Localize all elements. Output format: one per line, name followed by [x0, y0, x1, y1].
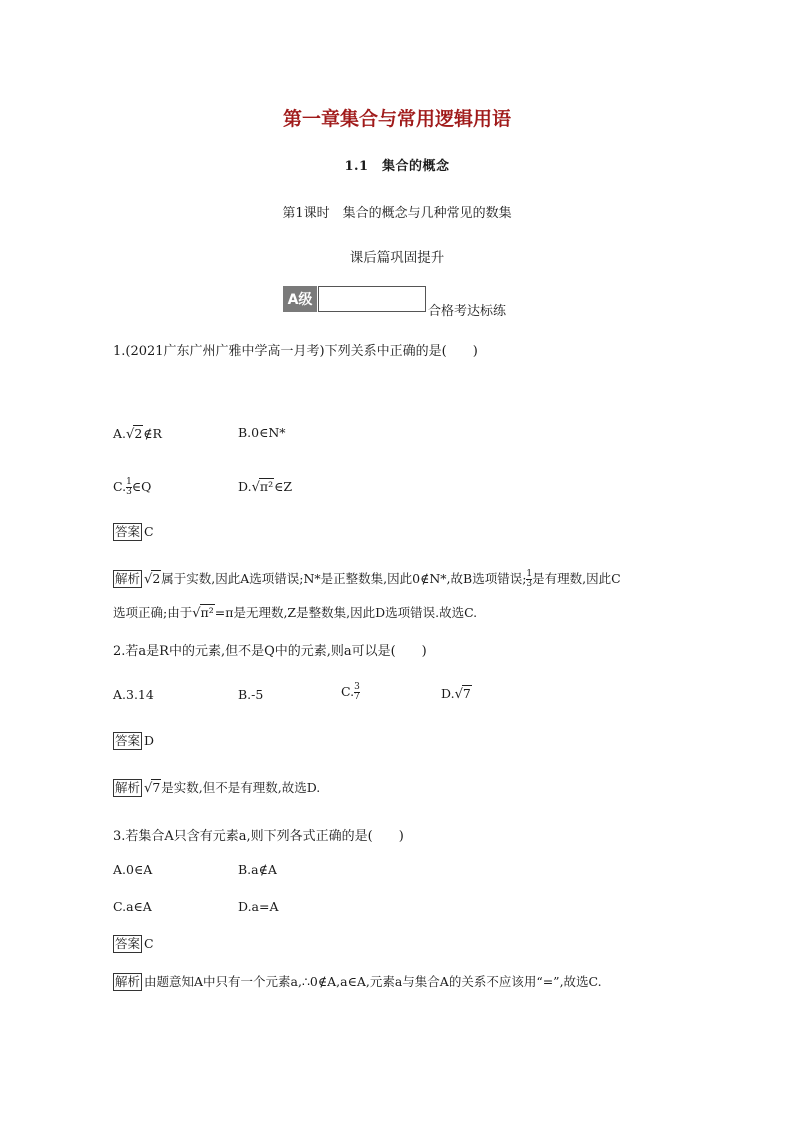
- q1-option-a-radicand: 2: [134, 426, 143, 441]
- q2-option-d-prefix: D.: [441, 686, 455, 701]
- q3-option-d: D.a=A: [238, 899, 279, 914]
- q2-analysis-radicand: 7: [152, 780, 161, 795]
- q1-analysis-line-1: 解析 √2属于实数,因此A选项错误;N*是正整数集,因此0∉N*,故B选项错误; $\frac{1}{3}$ 是有理数,因此C: [115, 569, 621, 589]
- answer-tag: 答案: [115, 936, 141, 951]
- q2-option-c-num: 3: [354, 682, 360, 692]
- q1-option-a: A.√2∉R: [113, 426, 162, 442]
- q1-option-a-rel: ∉R: [143, 426, 162, 441]
- q2-option-a: A.3.14: [113, 687, 154, 702]
- q1-analysis-text-c: 选项正确;由于: [113, 605, 193, 620]
- q1-analysis-num: 1: [526, 569, 533, 579]
- q2-option-c-fraction: [354, 683, 360, 702]
- q1-option-d-rel: ∈Z: [274, 479, 293, 494]
- level-label: 合格考达标练: [428, 304, 507, 319]
- q1-option-c-den: 3: [126, 487, 132, 497]
- analysis-tag: 解析: [115, 974, 141, 989]
- q2-analysis: 解析 √7是实数,但不是有理数,故选D.: [115, 780, 321, 796]
- lesson-title: 第1课时 集合的概念与几种常见的数集: [282, 206, 512, 221]
- q3-answer-value: C: [144, 936, 154, 951]
- q3-option-b: B.a∉A: [238, 862, 277, 877]
- analysis-tag: 解析: [115, 780, 141, 795]
- q1-option-c-prefix: C.: [113, 479, 127, 494]
- q2-analysis-text: 是实数,但不是有理数,故选D.: [161, 780, 321, 795]
- q1-option-c-num: 1: [126, 477, 132, 487]
- q2-option-d: D.√7: [441, 686, 471, 702]
- q1-option-d-prefix: D.: [238, 479, 252, 494]
- question-2-stem: 2.若a是R中的元素,但不是Q中的元素,则a可以是( ): [113, 644, 427, 659]
- q3-analysis-text: 由题意知A中只有一个元素a,∴0∉A,a∈A,元素a与集合A的关系不应该用“=”,故选C.: [144, 974, 602, 989]
- q1-analysis-text-d: =π是无理数,Z是整数集,因此D选项错误.故选C.: [214, 605, 478, 620]
- q2-option-c-prefix: C.: [341, 684, 355, 699]
- q1-option-a-prefix: A.: [113, 426, 127, 441]
- q1-option-d: D.√π²∈Z: [238, 479, 293, 495]
- q1-answer: [113, 523, 154, 541]
- q3-option-a: A.0∈A: [113, 862, 153, 877]
- q2-option-c-den: 7: [354, 692, 360, 702]
- answer-tag: 答案: [115, 733, 141, 748]
- analysis-tag: 解析: [115, 571, 141, 586]
- q1-option-c-rel: ∈Q: [131, 479, 152, 494]
- q3-option-c: C.a∈A: [113, 899, 152, 914]
- q3-answer: [113, 935, 154, 953]
- q1-option-d-radicand: π²: [259, 479, 274, 494]
- q1-answer-value: C: [144, 524, 154, 539]
- q1-analysis-den: 3: [526, 579, 533, 589]
- question-3-stem: 3.若集合A只含有元素a,则下列各式正确的是( ): [113, 829, 404, 844]
- q2-answer: [113, 732, 154, 750]
- q1-analysis-text-a: 属于实数,因此A选项错误;N*是正整数集,因此0∉N*,故B选项错误;: [161, 571, 527, 586]
- q1-analysis-radicand: 2: [152, 571, 161, 586]
- q1-analysis-line-2: 选项正确;由于√π²=π是无理数,Z是整数集,因此D选项错误.故选C.: [113, 605, 478, 621]
- section-title: 1.1 集合的概念: [344, 159, 450, 174]
- q1-analysis-radicand-2: π²: [200, 605, 214, 620]
- practice-heading: 课后篇巩固提升: [349, 250, 445, 266]
- q1-option-b: B.0∈N*: [238, 425, 286, 440]
- q2-option-c: [341, 683, 360, 702]
- question-1-stem: 1.(2021广东广州广雅中学高一月考)下列关系中正确的是( ): [113, 344, 478, 359]
- q2-option-b: B.-5: [238, 687, 264, 702]
- level-box: [318, 286, 426, 312]
- chapter-title: 第一章集合与常用逻辑用语: [282, 108, 511, 130]
- q1-analysis-text-b: 是有理数,因此C: [532, 571, 621, 586]
- answer-tag: 答案: [115, 524, 141, 539]
- q2-option-d-radicand: 7: [462, 686, 471, 701]
- q1-option-c: [113, 478, 151, 497]
- level-badge: A级: [283, 286, 317, 312]
- q3-analysis: [113, 972, 602, 991]
- q2-answer-value: D: [144, 733, 155, 748]
